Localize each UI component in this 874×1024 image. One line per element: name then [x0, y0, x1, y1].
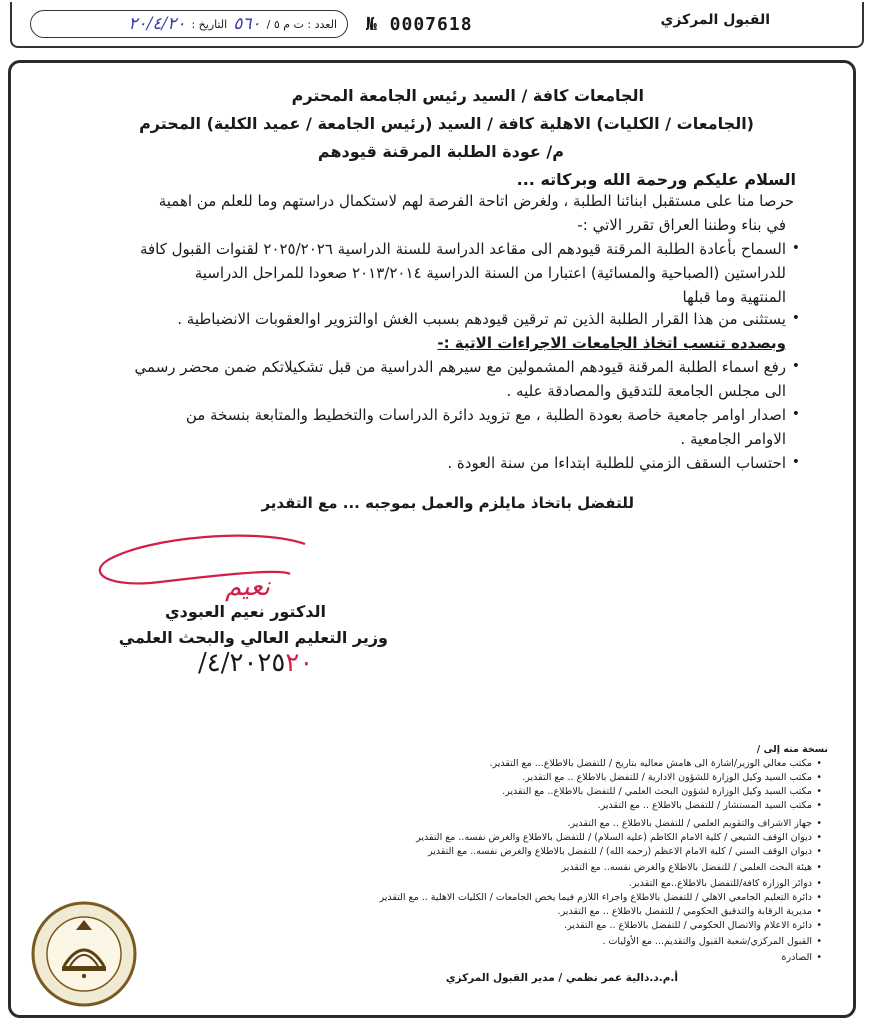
copy-item-1: • مكتب معالي الوزير/اشارة الى هامش معاليه بتاريخ / للتفضل بالاطلاع... مع التقدير. [489, 758, 812, 769]
copy-item-10: • دائرة التعليم الجامعي الاهلي / للتفضل بالاطلاع واجراء اللازم فيما يخص الجامعات / الكليات الاهلية .. مع التقدير [379, 892, 812, 903]
copy-item-9: • دوائر الوزارة كافة/للتفضل بالاطلاع..مع التقدير. [629, 878, 812, 889]
signature-date [198, 648, 313, 678]
signature-date-day: ٢٠ [285, 648, 314, 678]
procedures-title: وبصدده تنسب اتخاذ الجامعات الاجراءات الاتية :- [437, 334, 786, 352]
decision-2: • يستثنى من هذا القرار الطلبة الذين تم ترقين قيودهم بسبب الغش اوالتزوير اوالعقوبات الانضباطية . [177, 310, 786, 328]
signature-text: نعيم [225, 572, 270, 602]
decision-1-end: المنتهية وما قبلها [682, 288, 786, 306]
copy-item-13: • القبول المركزي/شعبة القبول والتقديم... مع الأوليات . [602, 936, 812, 947]
addressee-line-1: الجامعات كافة / السيد رئيس الجامعة المحترم [291, 86, 644, 105]
signature-date-rest: /٤/٢٠٢٥ [198, 648, 286, 678]
reference-box [30, 10, 348, 38]
copy-item-5: • جهاز الاشراف والتقويم العلمي / للتفضل بالاطلاع .. مع التقدير. [568, 818, 812, 829]
ref-label: العدد : ت م ٥ / [266, 17, 337, 31]
addressee-line-2: (الجامعات / الكليات) الاهلية كافة / السيد (رئيس الجامعة / عميد الكلية) المحترم [139, 114, 754, 133]
subject-line: م/ عودة الطلبة المرقنة قيودهم [317, 142, 564, 161]
copy-item-3: • مكتب السيد وكيل الوزارة لشؤون البحث العلمي / للتفضل بالاطلاع.. مع التقدير. [502, 786, 812, 797]
date-label: التاريخ : [191, 17, 228, 31]
signature-scribble [90, 530, 310, 610]
copy-item-12: • دائرة الاعلام والاتصال الحكومي / للتفضل بالاطلاع .. مع التقدير. [564, 920, 812, 931]
serial-number: № 0007618 [366, 14, 473, 35]
decision-1: • السماح بأعادة الطلبة المرقنة قيودهم الى مقاعد الدراسة للسنة الدراسية ٢٠٢٥/٢٠٢٦ لقنوات القبول كافة [140, 240, 786, 258]
copy-item-7: • ديوان الوقف السني / كلية الامام الاعظم (رحمه الله) / للتفضل بالاطلاع والغرض نفسه.. مع التقدير [428, 846, 812, 857]
copies-footer: أ.م.د.دالية عمر نظمي / مدير القبول المركزي [445, 972, 678, 984]
procedure-3: • احتساب السقف الزمني للطلبة ابتداءا من سنة العودة . [447, 454, 786, 472]
decision-1-cont: للدراستين (الصباحية والمسائية) اعتبارا من السنة الدراسية ٢٠١٣/٢٠١٤ صعودا للمراحل الدراسية [194, 264, 786, 282]
closing-line: للتفضل باتخاذ مايلزم والعمل بموجبه ... مع التقدير [261, 494, 634, 512]
date-value: ٢٠/٤/٢٠ [128, 14, 186, 34]
copy-item-4: • مكتب السيد المستشار / للتفضل بالاطلاع .. مع التقدير. [598, 800, 812, 811]
copy-item-6: • ديوان الوقف الشيعي / كلية الامام الكاظم (عليه السلام) / للتفضل بالاطلاع والغرض نفسه.. مع التقدير [416, 832, 812, 843]
copy-item-2: • مكتب السيد وكيل الوزارة للشؤون الادارية / للتفضل بالاطلاع .. مع التقدير. [522, 772, 812, 783]
central-admission-label: القبول المركزي [660, 12, 770, 28]
procedure-2-cont: الاوامر الجامعية . [680, 430, 786, 448]
copy-item-14: • الصادرة [782, 952, 812, 963]
signer-name: الدكتور نعيم العبودي [164, 602, 326, 621]
intro-line-2: في بناء وطننا العراق تقرر الاتي :- [577, 216, 786, 234]
ref-number: ٥٦٠ [233, 14, 261, 34]
handwritten-signature [90, 530, 310, 610]
ministry-seal-icon [30, 900, 138, 1008]
greeting: السلام عليكم ورحمة الله وبركاته ... [516, 170, 796, 189]
intro-line-1: حرصا منا على مستقبل ابنائنا الطلبة ، ولغرض اتاحة الفرصة لهم لاستكمال دراستهم وما للعلم من اهمية [158, 192, 794, 210]
copy-item-11: • مديرية الرقابة والتدقيق الحكومي / للتفضل بالاطلاع .. مع التقدير. [558, 906, 812, 917]
header-strip [10, 2, 864, 48]
procedure-1-cont: الى مجلس الجامعة للتدقيق والمصادقة عليه . [506, 382, 786, 400]
procedure-2: • اصدار اوامر جامعية خاصة بعودة الطلبة ، مع تزويد دائرة الدراسات والتخطيط والمتابعة بنسخة من [186, 406, 786, 424]
copies-title: نسخة منه إلى / [756, 744, 828, 755]
copy-item-8: • هيئة البحث العلمي / للتفضل بالاطلاع والغرض نفسه.. مع التقدير [562, 862, 812, 873]
procedure-1: • رفع اسماء الطلبة المرقنة قيودهم المشمولين مع سيرهم الدراسية من قبل تشكيلاتكم ضمن محضر رسمي [135, 358, 786, 376]
signer-title: وزير التعليم العالي والبحث العلمي [118, 628, 388, 647]
